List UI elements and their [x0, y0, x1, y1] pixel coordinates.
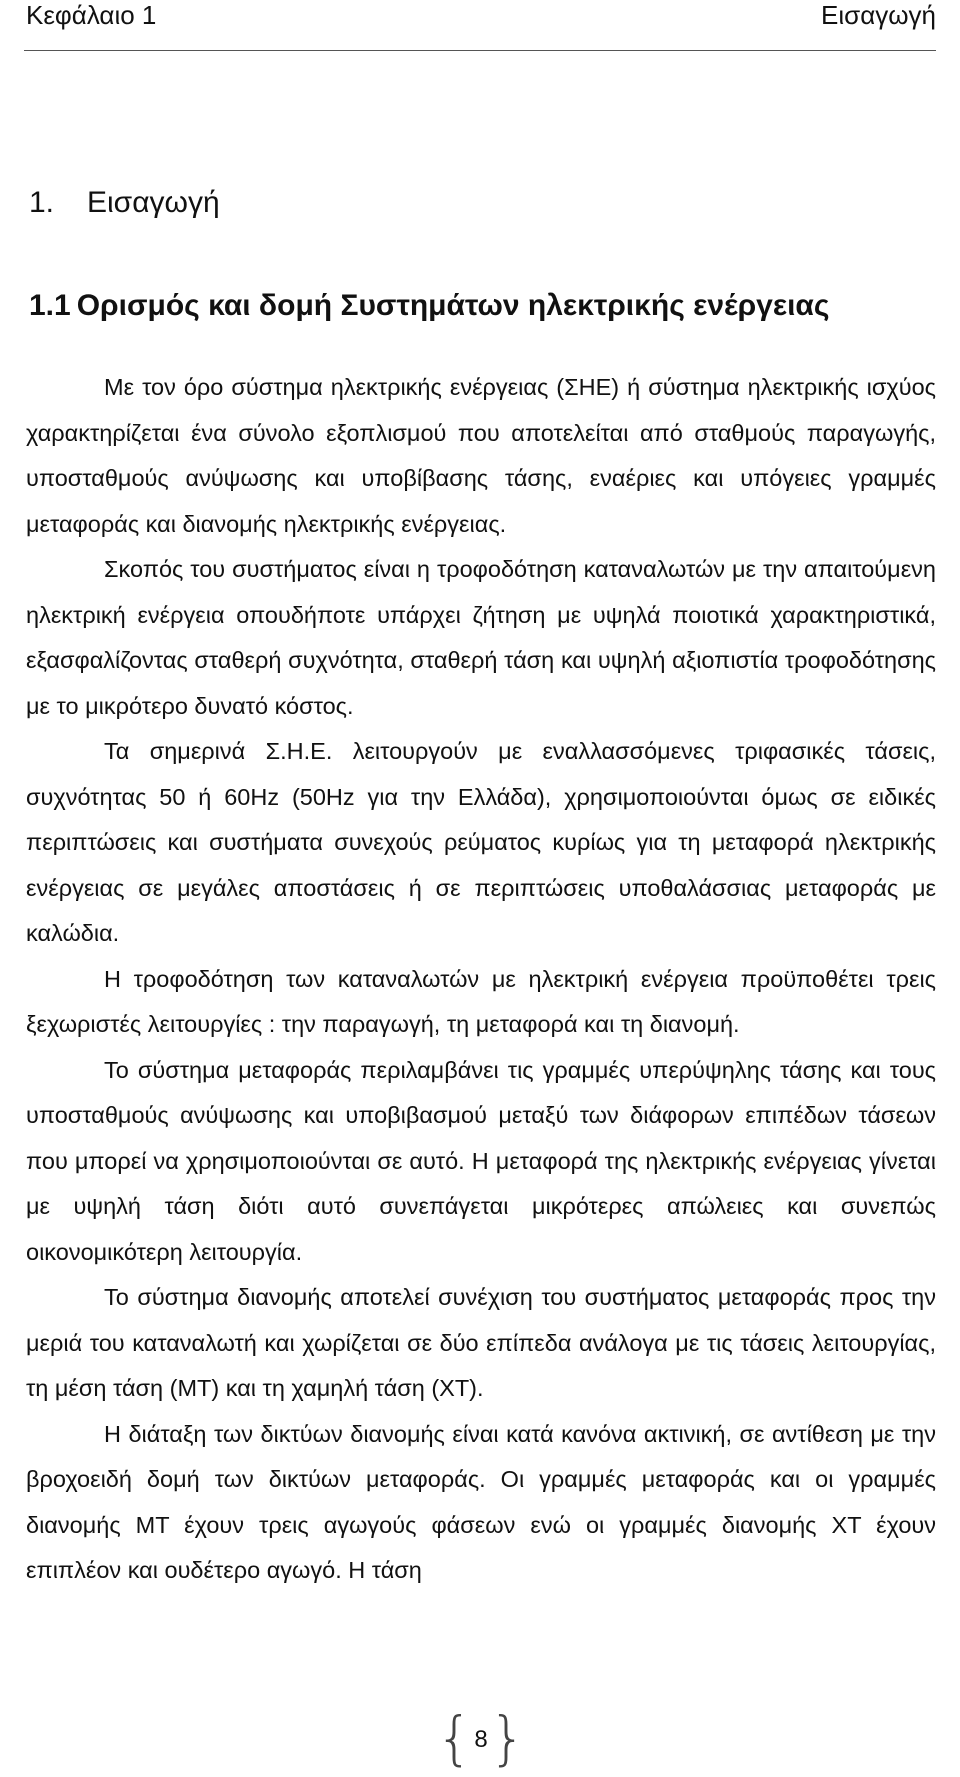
- paragraph: Σκοπός του συστήματος είναι η τροφοδότηση καταναλωτών με την απαιτούμενη ηλεκτρική ενέργεια οπουδήποτε υπάρχει ζήτηση με υψηλά ποιοτικά χαρακτηριστικά, εξασφαλίζοντας σταθερή συχνότητα, σταθερή τάση και υψηλή αξιοπιστία τροφοδότησης με το μικρότερο δυνατό κόστος.: [26, 556, 936, 719]
- paragraph: Τα σημερινά Σ.Η.Ε. λειτουργούν με εναλλασσόμενες τριφασικές τάσεις, συχνότητας 50 ή 60Hz (50Hz για την Ελλάδα), χρησιμοποιούνται όμως σε ειδικές περιπτώσεις και συστήματα συνεχούς ρεύματος κυρίως για τη μεταφορά ηλεκτρικής ενέργειας σε μεγάλες αποστάσεις ή σε περιπτώσεις υποθαλάσσιας μεταφοράς με καλώδια.: [26, 738, 936, 946]
- section-heading: [29, 286, 829, 326]
- left-brace-ornament: {: [436, 1704, 473, 1772]
- section-heading-text: Ορισμός και δομή Συστημάτων ηλεκτρικής ενέργειας: [76, 289, 830, 322]
- chapter-heading-number: 1.: [29, 186, 55, 219]
- right-brace-ornament: }: [489, 1704, 526, 1772]
- paragraph: Η τροφοδότηση των καταναλωτών με ηλεκτρική ενέργεια προϋποθέτει τρεις ξεχωριστές λειτουργίες : την παραγωγή, τη μεταφορά και τη διανομή.: [26, 965, 936, 1037]
- paragraph: Το σύστημα μεταφοράς περιλαμβάνει τις γραμμές υπερύψηλης τάσης και τους υποσταθμούς ανύψωσης και υποβιβασμού μεταξύ των διάφορων επιπέδων τάσεων που μπορεί να χρησιμοποιούνται σε αυτό. Η μεταφορά της ηλεκτρικής ενέργειας γίνεται με υψηλή τάση διότι αυτό συνεπάγεται μικρότερες απώλειες και συνεπώς οικονομικότερη λειτουργία.: [26, 1056, 936, 1265]
- body-text: [26, 365, 936, 1594]
- chapter-heading-text: Εισαγωγή: [87, 186, 220, 219]
- header-chapter-label: Κεφάλαιο 1: [26, 0, 157, 30]
- page-number: 8: [474, 1726, 488, 1753]
- paragraph: Η διάταξη των δικτύων διανομής είναι κατά κανόνα ακτινική, σε αντίθεση με την βροχοειδή δομή των δικτύων μεταφοράς. Οι γραμμές μεταφοράς και οι γραμμές διανομής ΜΤ έχουν τρεις αγωγούς φάσεων ενώ οι γραμμές διανομής ΧΤ έχουν επιπλέον και ουδέτερο αγωγό. Η τάση: [26, 1420, 936, 1583]
- paragraph: Το σύστημα διανομής αποτελεί συνέχιση του συστήματος μεταφοράς προς την μεριά του καταναλωτή και χωρίζεται σε δύο επίπεδα ανάλογα με τις τάσεις λειτουργίας, τη μέση τάση (ΜΤ) και τη χαμηλή τάση (ΧΤ).: [26, 1284, 936, 1401]
- section-heading-number: 1.1: [29, 289, 71, 322]
- chapter-heading: [29, 183, 220, 223]
- page-header: [24, 0, 936, 51]
- paragraph: Με τον όρο σύστημα ηλεκτρικής ενέργειας (ΣΗΕ) ή σύστημα ηλεκτρικής ισχύος χαρακτηρίζεται ένα σύνολο εξοπλισμού που αποτελείται από σταθμούς παραγωγής, υποσταθμούς ανύψωσης και υποβίβασης τάσης, εναέριες και υπόγειες γραμμές μεταφοράς και διανομής ηλεκτρικής ενέργειας.: [26, 374, 936, 537]
- header-title: Εισαγωγή: [821, 0, 936, 30]
- page-footer: [436, 1704, 526, 1772]
